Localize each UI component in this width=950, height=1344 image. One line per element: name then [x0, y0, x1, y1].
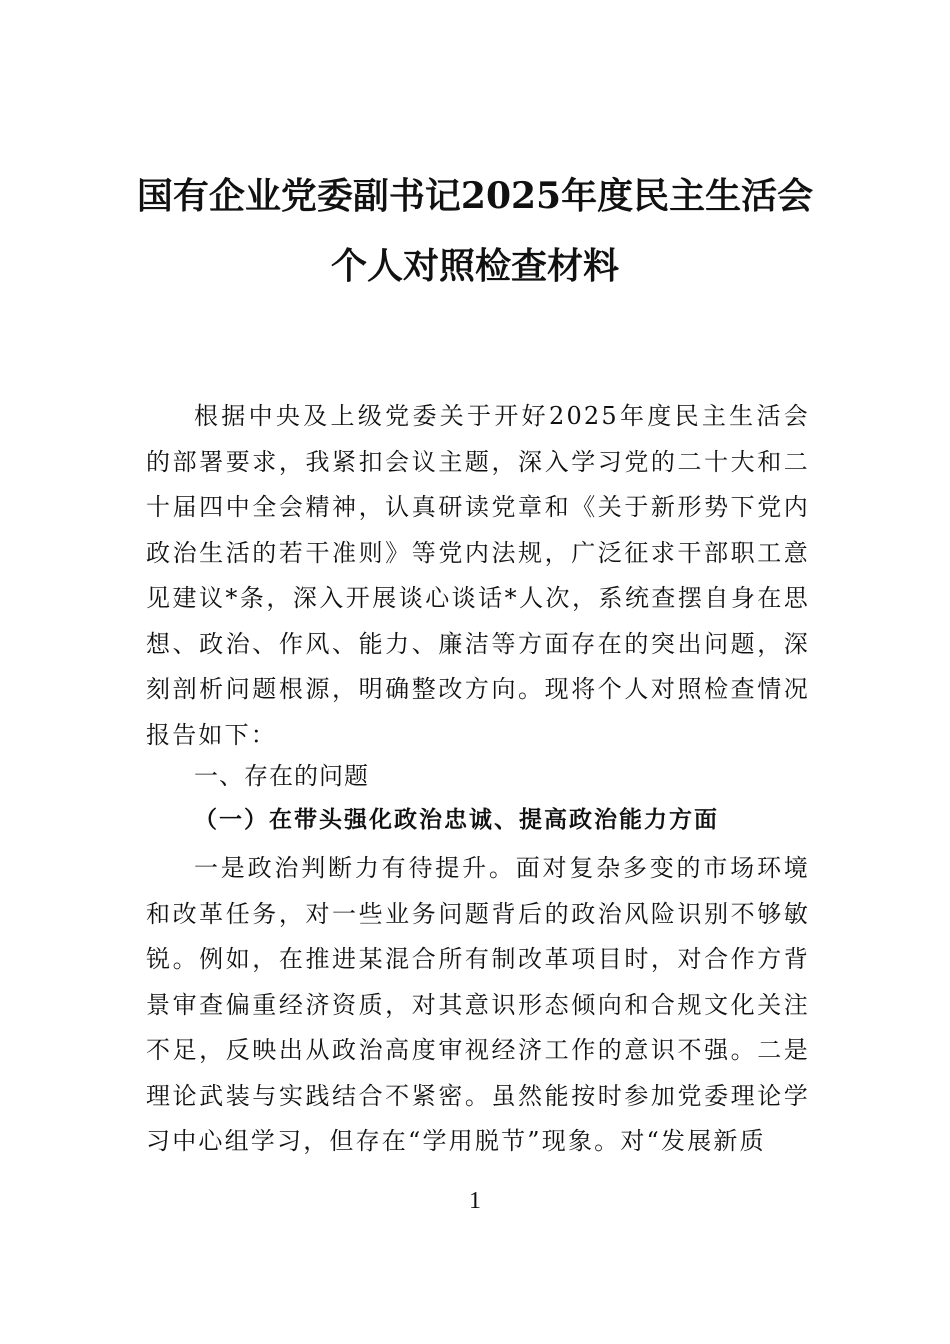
subsection-paragraph-block: [146, 846, 810, 1165]
section-heading: 一、存在的问题: [194, 762, 369, 790]
page-number: 1: [469, 1188, 481, 1214]
subsection-heading: （一）在带头强化政治忠诚、提高政治能力方面: [194, 806, 719, 833]
subsection-paragraph: 一是政治判断力有待提升。面对复杂多变的市场环境和改革任务，对一些业务问题背后的政治风险识别不够敏锐。例如，在推进某混合所有制改革项目时，对合作方背景审查偏重经济资质，对其意识形态倾向和合规文化关注不足，反映出从政治高度审视经济工作的意识不强。二是理论武装与实践结合不紧密。虽然能按时参加党委理论学习中心组学习，但存在“学用脱节”现象。对“发展新质: [146, 854, 810, 1155]
intro-paragraph-block: [146, 394, 810, 758]
intro-paragraph: 根据中央及上级党委关于开好2025年度民主生活会的部署要求，我紧扣会议主题，深入学习党的二十大和二十届四中全会精神，认真研读党章和《关于新形势下党内政治生活的若干准则》等党内法规，广泛征求干部职工意见建议*条，深入开展谈心谈话*人次，系统查摆自身在思想、政治、作风、能力、廉洁等方面存在的突出问题，深刻剖析问题根源，明确整改方向。现将个人对照检查情况报告如下：: [146, 402, 810, 749]
document-title-line-2: 个人对照检查材料: [330, 245, 619, 287]
document-title-line-1: 国有企业党委副书记2025年度民主生活会: [136, 175, 814, 217]
